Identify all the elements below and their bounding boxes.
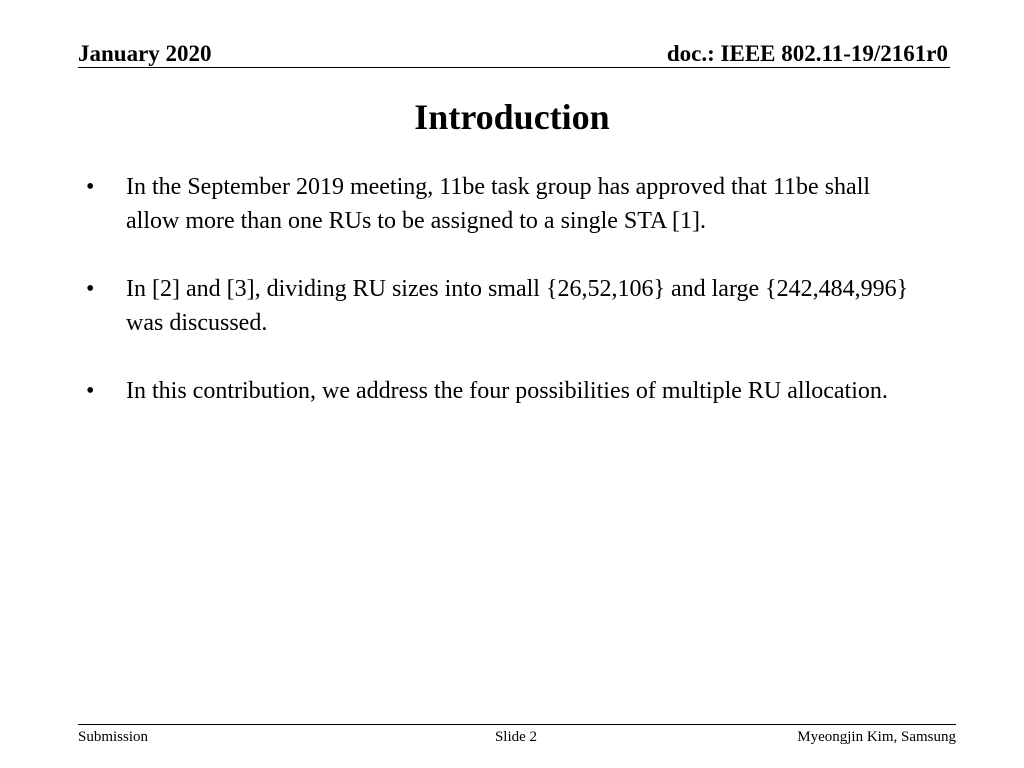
bullet-dot-icon: • bbox=[86, 276, 95, 302]
bullet-text: In this contribution, we address the four possibilities of multiple RU allocation. bbox=[126, 378, 888, 404]
footer-slide-number: Slide 2 bbox=[494, 729, 538, 745]
bullet-text: In [2] and [3], dividing RU sizes into small {26,52,106} and large {242,484,996} was discussed. bbox=[126, 276, 909, 336]
footer-divider bbox=[78, 724, 956, 725]
footer-author: Myeongjin Kim, Samsung bbox=[797, 729, 956, 745]
header-date: January 2020 bbox=[78, 41, 212, 66]
bullet-list bbox=[78, 170, 918, 442]
bullet-item bbox=[78, 374, 918, 408]
bullet-dot-icon: • bbox=[86, 174, 95, 200]
bullet-item bbox=[78, 170, 918, 238]
bullet-item bbox=[78, 272, 918, 340]
header-divider bbox=[78, 67, 950, 68]
bullet-dot-icon: • bbox=[86, 378, 95, 404]
header-document-id: doc.: IEEE 802.11-19/2161r0 bbox=[666, 41, 948, 66]
footer-submission-label: Submission bbox=[78, 729, 149, 745]
bullet-text: In the September 2019 meeting, 11be task group has approved that 11be shall allow more than one RUs to be assigned to a single STA [1]. bbox=[126, 174, 871, 234]
slide-title: Introduction bbox=[414, 97, 610, 137]
